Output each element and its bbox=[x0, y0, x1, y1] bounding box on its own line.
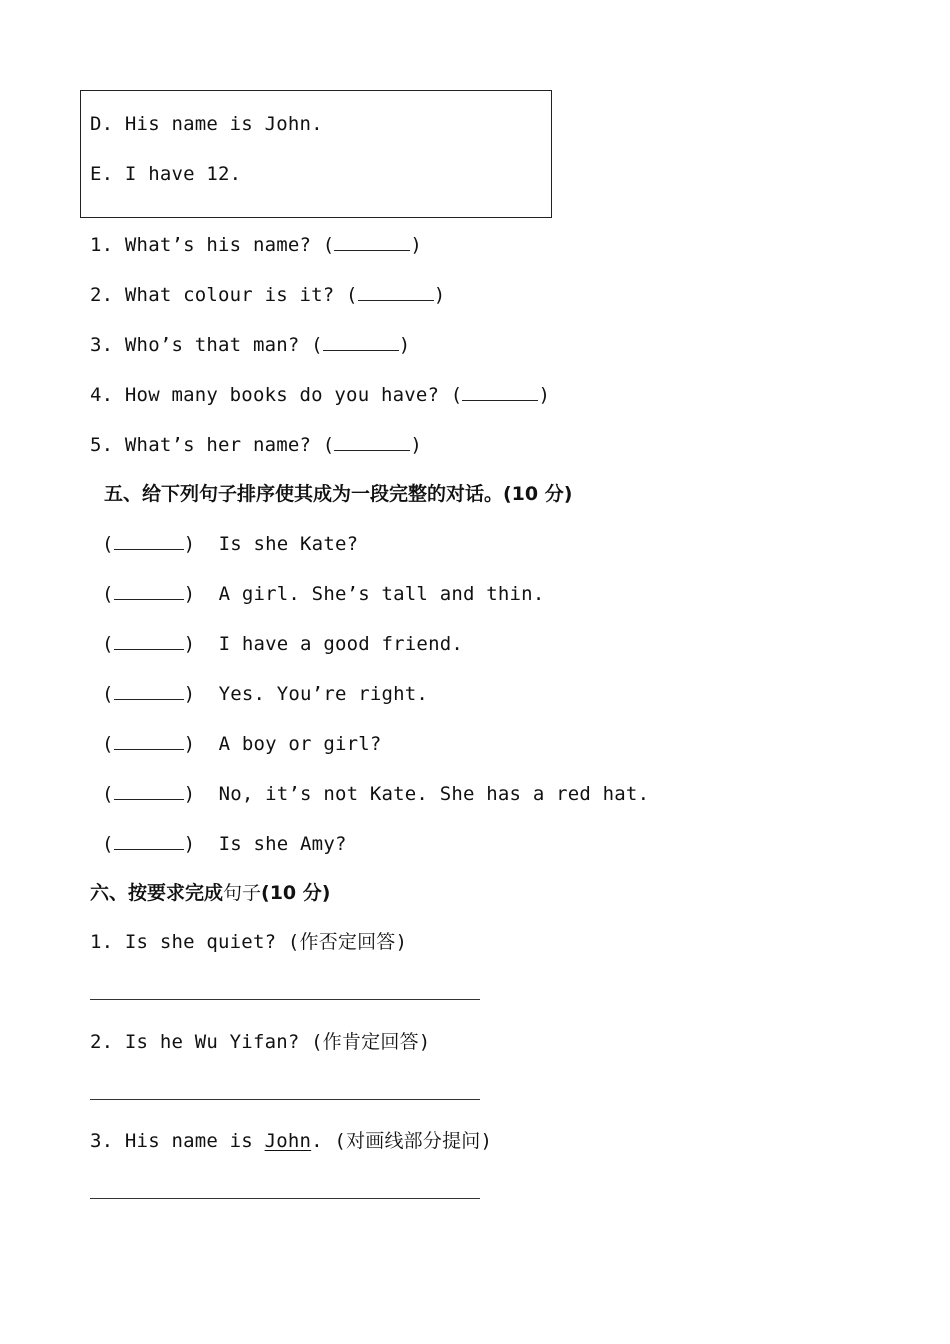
close-paren: ) bbox=[398, 334, 411, 356]
question-text: 1. What’s his name? ( bbox=[90, 234, 335, 256]
order-blank[interactable] bbox=[114, 683, 184, 700]
matching-question-5 bbox=[90, 433, 422, 457]
ordering-sentence: Is she Amy? bbox=[218, 833, 347, 855]
open-paren: ( bbox=[102, 533, 114, 555]
close-paren: ) bbox=[183, 683, 196, 705]
question-prefix: 3. His name is bbox=[90, 1130, 265, 1152]
section-six-title-light: 句子 bbox=[223, 882, 262, 904]
question-text: 5. What’s her name? ( bbox=[90, 434, 335, 456]
rewrite-question-3 bbox=[90, 1129, 492, 1153]
option-d: D. His name is John. bbox=[90, 113, 323, 135]
open-paren: ( bbox=[102, 733, 114, 755]
question-text: 4. How many books do you have? ( bbox=[90, 384, 463, 406]
ordering-item-6 bbox=[102, 782, 649, 806]
close-paren: ) bbox=[410, 234, 423, 256]
question-text: 3. Who’s that man? ( bbox=[90, 334, 323, 356]
order-blank[interactable] bbox=[114, 833, 184, 850]
section-six-title bbox=[90, 881, 330, 905]
question-text: 2. What colour is it? ( bbox=[90, 284, 358, 306]
section-five-title: 五、给下列句子排序使其成为一段完整的对话。(10 分) bbox=[104, 483, 573, 505]
order-blank[interactable] bbox=[114, 533, 184, 550]
close-paren: ) bbox=[183, 783, 196, 805]
order-blank[interactable] bbox=[114, 733, 184, 750]
ordering-sentence: I have a good friend. bbox=[218, 633, 463, 655]
answer-line-2[interactable] bbox=[90, 1099, 480, 1100]
open-paren: ( bbox=[102, 683, 114, 705]
matching-question-4 bbox=[90, 383, 550, 407]
open-paren: ( bbox=[102, 833, 114, 855]
answer-line-3[interactable] bbox=[90, 1198, 480, 1199]
matching-question-1 bbox=[90, 233, 422, 257]
ordering-sentence: A boy or girl? bbox=[218, 733, 382, 755]
ordering-sentence: Is she Kate? bbox=[218, 533, 359, 555]
close-paren: ) bbox=[538, 384, 551, 406]
rewrite-question-1: 1. Is she quiet? (作否定回答) bbox=[90, 931, 408, 953]
close-paren: ) bbox=[410, 434, 423, 456]
open-paren: ( bbox=[102, 583, 114, 605]
ordering-item-3 bbox=[102, 632, 463, 656]
ordering-sentence: A girl. She’s tall and thin. bbox=[218, 583, 545, 605]
ordering-item-4 bbox=[102, 682, 428, 706]
close-paren: ) bbox=[183, 833, 196, 855]
matching-question-2 bbox=[90, 283, 445, 307]
close-paren: ) bbox=[183, 583, 196, 605]
rewrite-question-2: 2. Is he Wu Yifan? (作肯定回答) bbox=[90, 1031, 431, 1053]
question-suffix: . (对画线部分提问) bbox=[311, 1130, 493, 1152]
ordering-item-7 bbox=[102, 832, 347, 856]
underlined-word: John bbox=[264, 1130, 312, 1152]
close-paren: ) bbox=[183, 533, 196, 555]
close-paren: ) bbox=[183, 733, 196, 755]
ordering-item-1 bbox=[102, 532, 358, 556]
answer-blank[interactable] bbox=[334, 234, 410, 251]
answer-line-1[interactable] bbox=[90, 999, 480, 1000]
section-six-title-score: (10 分) bbox=[261, 882, 331, 904]
matching-question-3 bbox=[90, 333, 410, 357]
order-blank[interactable] bbox=[114, 783, 184, 800]
ordering-item-2 bbox=[102, 582, 544, 606]
ordering-sentence: Yes. You’re right. bbox=[218, 683, 429, 705]
option-e: E. I have 12. bbox=[90, 163, 242, 185]
section-six-title-bold: 六、按要求完成 bbox=[90, 882, 224, 904]
close-paren: ) bbox=[183, 633, 196, 655]
answer-blank[interactable] bbox=[323, 334, 399, 351]
open-paren: ( bbox=[102, 633, 114, 655]
order-blank[interactable] bbox=[114, 583, 184, 600]
ordering-sentence: No, it’s not Kate. She has a red hat. bbox=[218, 783, 650, 805]
options-box bbox=[80, 90, 552, 218]
close-paren: ) bbox=[433, 284, 446, 306]
answer-blank[interactable] bbox=[358, 284, 434, 301]
ordering-item-5 bbox=[102, 732, 382, 756]
answer-blank[interactable] bbox=[334, 434, 410, 451]
open-paren: ( bbox=[102, 783, 114, 805]
order-blank[interactable] bbox=[114, 633, 184, 650]
answer-blank[interactable] bbox=[462, 384, 538, 401]
